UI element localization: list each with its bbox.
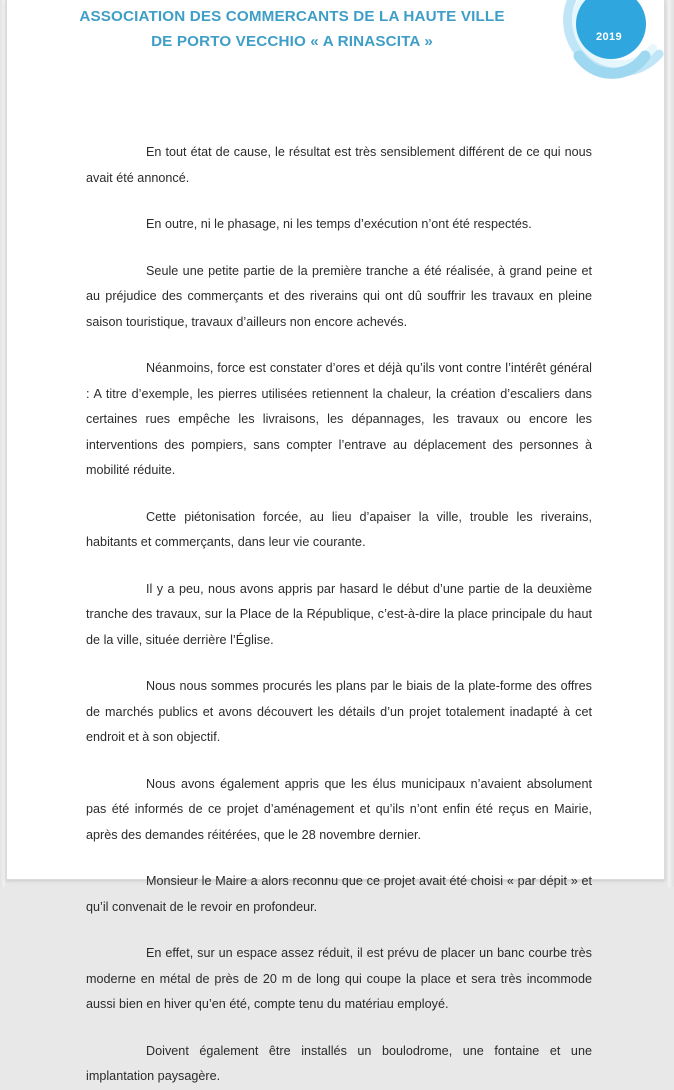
paragraph: Nous avons également appris que les élus municipaux n’avaient absolument pas été informés de ce projet d’aménagement et qu’ils n’ont enfin été reçus en Mairie, après des demandes réitérées, que le 28 novembre dernier. [86, 776, 592, 842]
paragraph: Doivent également être installés un boulodrome, une fontaine et une implantation paysagère. [86, 1043, 592, 1083]
logo-year-text: 2019 [595, 31, 623, 43]
swirl-circle-logo-icon [541, 0, 671, 88]
paragraph: En outre, ni le phasage, ni les temps d’exécution n’ont été respectés. [146, 217, 532, 231]
letterhead [7, 0, 664, 120]
document-page [6, 0, 665, 1083]
paragraph: En tout état de cause, le résultat est très sensiblement différent de ce qui nous avait été annoncé. [86, 145, 592, 185]
paragraph: Il y a peu, nous avons appris par hasard le début d’une partie de la deuxième tranche des travaux, sur la Place de la République, c’est-à-dire la place principale du haut de la ville, située derrière l’Église. [86, 581, 592, 647]
page-title [47, 4, 537, 54]
paragraph: Seule une petite partie de la première tranche a été réalisée, à grand peine et au préjudice des commerçants et des riverains qui ont dû souffrir les travaux en pleine saison touristique, travaux d’ailleurs non encore achevés. [86, 263, 592, 329]
paragraph: Nous nous sommes procurés les plans par le biais de la plate-forme des offres de marchés publics et avons découvert les détails d’un projet totalement inadapté à cet endroit et à son objectif. [86, 679, 592, 744]
letter-body [86, 140, 592, 1090]
page-left-edge-rail [0, 0, 5, 887]
paragraph: Monsieur le Maire a alors reconnu que ce projet avait été choisi « par dépit » et qu’il convenait de le revoir en profondeur. [86, 874, 592, 914]
paragraph: Néanmoins, force est constater d’ores et déjà qu’ils vont contre l’intérêt général : A titre d’exemple, les pierres utilisées retiennent la chaleur, la création d’escaliers dans certaines rues empêche les livraisons, les dépannages, les travaux ou encore les interventions des pompiers, sans compter l’entrave au déplacement des personnes à mobilité réduite. [86, 361, 592, 477]
paragraph: Cette piétonisation forcée, au lieu d’apaiser la ville, trouble les riverains, habitants et commerçants, dans leur vie courante. [86, 509, 592, 549]
page-right-edge-rail [668, 0, 674, 887]
paragraph: En effet, sur un espace assez réduit, il est prévu de placer un banc courbe très moderne en métal de près de 20 m de long qui coupe la place et sera très incommode aussi bien en hiver qu’en été, compte tenu du matériau employé. [86, 946, 592, 1011]
page-title-line-2: DE PORTO VECCHIO « A RINASCITA » [151, 33, 433, 50]
page-title-line-1: ASSOCIATION DES COMMERCANTS DE LA HAUTE VILLE [79, 8, 505, 25]
